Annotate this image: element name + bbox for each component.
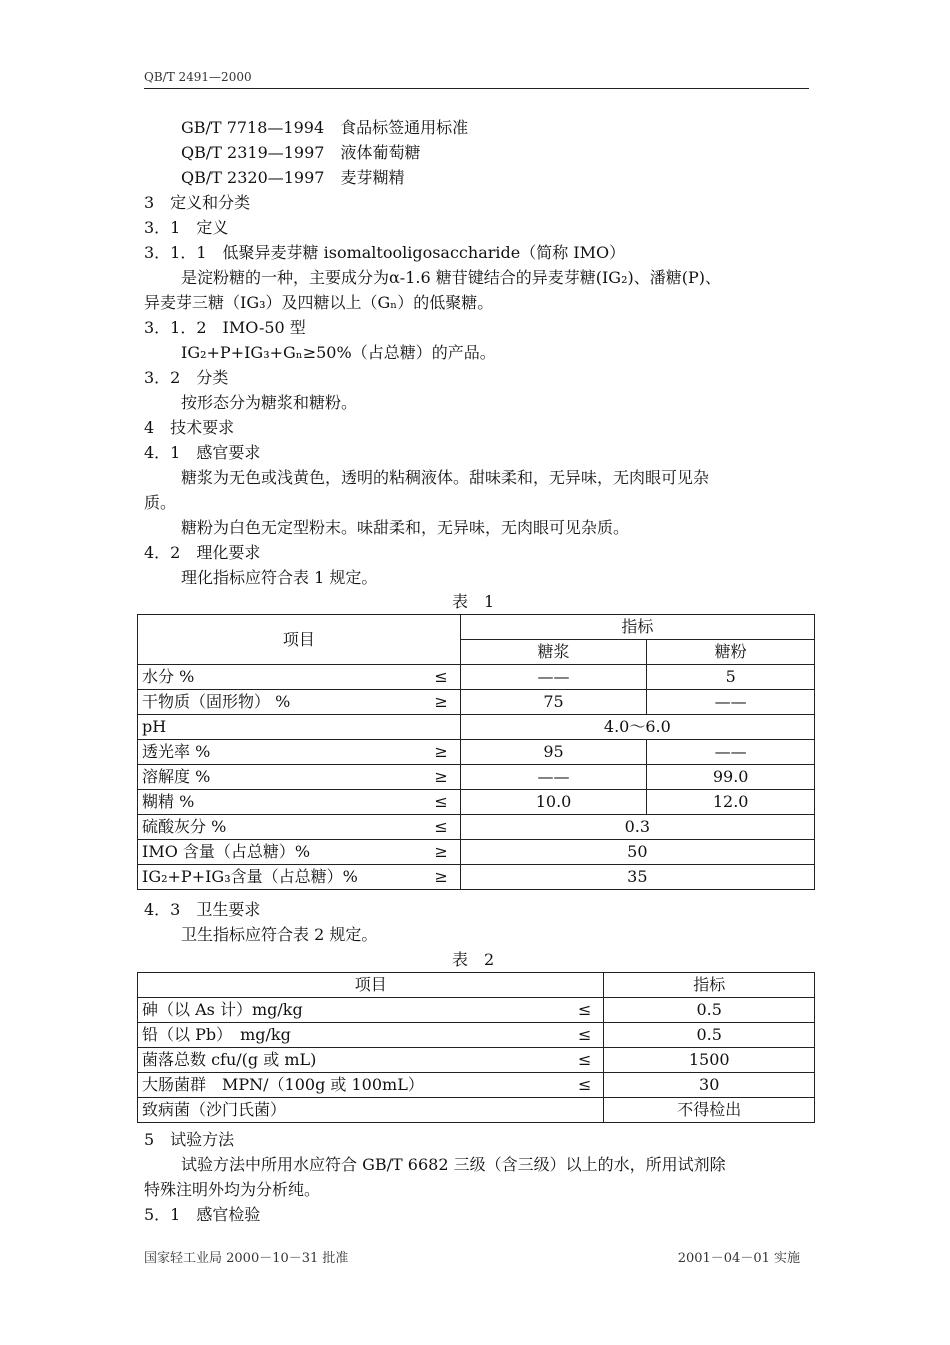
row-item: 干物质（固形物） % ≥: [138, 690, 461, 715]
page-header: [144, 68, 809, 89]
row-value: 30: [604, 1073, 815, 1098]
table-row: [138, 715, 815, 740]
row-item: 溶解度 % ≥: [138, 765, 461, 790]
table-2-col-index: 指标: [604, 973, 815, 998]
table-1-col-item: 项目: [138, 615, 461, 665]
row-merged-value: 0.3: [460, 815, 814, 840]
row-item: 菌落总数 cfu/(g 或 mL) ≤: [138, 1048, 604, 1073]
row-item: 水分 % ≤: [138, 665, 461, 690]
table-row: [138, 765, 815, 790]
row-syrup: ——: [460, 765, 647, 790]
section-3-1-2-heading: 3．1．2 IMO-50 型: [144, 318, 306, 337]
table-row: [138, 840, 815, 865]
reference-gbt7718: GB/T 7718—1994 食品标签通用标准: [181, 118, 469, 137]
table-2-col-item: 项目: [138, 973, 604, 998]
section-4-1-text-line1: 糖浆为无色或浅黄色，透明的粘稠液体。甜味柔和，无异味，无肉眼可见杂: [181, 468, 710, 487]
row-powder: ——: [647, 740, 815, 765]
table-2: [137, 972, 815, 1123]
table-row: [138, 865, 815, 890]
section-4-1-heading: 4．1 感官要求: [144, 443, 261, 462]
table-1-header-row: [138, 615, 815, 640]
row-powder: 5: [647, 665, 815, 690]
section-3-2-heading: 3．2 分类: [144, 368, 229, 387]
row-item: IMO 含量（占总糖）% ≥: [138, 840, 461, 865]
row-item: 大肠菌群 MPN/（100g 或 100mL） ≤: [138, 1073, 604, 1098]
reference-qbt2320: QB/T 2320—1997 麦芽糊精: [181, 168, 405, 187]
standard-code: QB/T 2491—2000: [144, 70, 252, 84]
section-4-3-heading: 4．3 卫生要求: [144, 900, 261, 919]
table-row: [138, 1073, 815, 1098]
table-row: [138, 1048, 815, 1073]
table-row: [138, 1098, 815, 1123]
section-4-3-text: 卫生指标应符合表 2 规定。: [181, 925, 378, 944]
table-1-col-index: 指标: [460, 615, 814, 640]
section-3-1-1-text-line2: 异麦芽三糖（IG₃）及四糖以上（Gₙ）的低聚糖。: [144, 293, 494, 312]
approval-date: 国家轻工业局 2000－10－31 批准: [144, 1251, 349, 1266]
section-3-1-1-text-line1: 是淀粉糖的一种，主要成分为α-1.6 糖苷键结合的异麦芽糖(IG₂)、潘糖(P)、: [181, 268, 721, 287]
table-1: [137, 614, 815, 890]
row-value: 不得检出: [604, 1098, 815, 1123]
section-5-text-line1: 试验方法中所用水应符合 GB/T 6682 三级（含三级）以上的水，所用试剂除: [181, 1155, 726, 1174]
row-merged-value: 4.0～6.0: [460, 715, 814, 740]
row-item: pH: [138, 715, 461, 740]
row-item: 糊精 % ≤: [138, 790, 461, 815]
row-merged-value: 50: [460, 840, 814, 865]
table-row: [138, 665, 815, 690]
table-1-col-powder: 糖粉: [647, 640, 815, 665]
row-item: 铅（以 Pb） mg/kg ≤: [138, 1023, 604, 1048]
section-4-2-text: 理化指标应符合表 1 规定。: [181, 568, 378, 587]
row-syrup: ——: [460, 665, 647, 690]
section-4-heading: 4 技术要求: [144, 418, 235, 437]
section-4-1-text-powder: 糖粉为白色无定型粉末。味甜柔和，无异味，无肉眼可见杂质。: [181, 518, 630, 537]
section-3-1-2-text: IG₂+P+IG₃+Gₙ≥50%（占总糖）的产品。: [181, 343, 496, 362]
table-2-caption: 表 2: [452, 950, 495, 969]
section-3-2-text: 按形态分为糖浆和糖粉。: [181, 393, 358, 412]
section-3-1-heading: 3．1 定义: [144, 218, 229, 237]
section-5-1-heading: 5．1 感官检验: [144, 1205, 261, 1224]
row-powder: 12.0: [647, 790, 815, 815]
table-1-col-syrup: 糖浆: [460, 640, 647, 665]
table-2-header-row: [138, 973, 815, 998]
reference-qbt2319: QB/T 2319—1997 液体葡萄糖: [181, 143, 421, 162]
section-4-1-text-line2: 质。: [144, 493, 177, 512]
row-item: 砷（以 As 计）mg/kg ≤: [138, 998, 604, 1023]
row-value: 0.5: [604, 998, 815, 1023]
row-value: 0.5: [604, 1023, 815, 1048]
row-merged-value: 35: [460, 865, 814, 890]
row-powder: ——: [647, 690, 815, 715]
section-4-2-heading: 4．2 理化要求: [144, 543, 261, 562]
row-item: 硫酸灰分 % ≤: [138, 815, 461, 840]
table-row: [138, 1023, 815, 1048]
table-row: [138, 740, 815, 765]
row-item: 透光率 % ≥: [138, 740, 461, 765]
table-1-caption: 表 1: [452, 592, 495, 611]
row-value: 1500: [604, 1048, 815, 1073]
table-row: [138, 790, 815, 815]
table-row: [138, 998, 815, 1023]
section-5-text-line2: 特殊注明外均为分析纯。: [144, 1180, 321, 1199]
row-syrup: 10.0: [460, 790, 647, 815]
row-syrup: 75: [460, 690, 647, 715]
section-3-1-1-heading: 3．1．1 低聚异麦芽糖 isomaltooligosaccharide（简称 IMO）: [144, 243, 626, 262]
section-3-heading: 3 定义和分类: [144, 193, 251, 212]
row-item: 致病菌（沙门氏菌）: [138, 1098, 604, 1123]
row-item: IG₂+P+IG₃含量（占总糖）% ≥: [138, 865, 461, 890]
table-row: [138, 815, 815, 840]
table-row: [138, 690, 815, 715]
effective-date: 2001－04－01 实施: [677, 1251, 800, 1266]
row-powder: 99.0: [647, 765, 815, 790]
row-syrup: 95: [460, 740, 647, 765]
section-5-heading: 5 试验方法: [144, 1130, 235, 1149]
